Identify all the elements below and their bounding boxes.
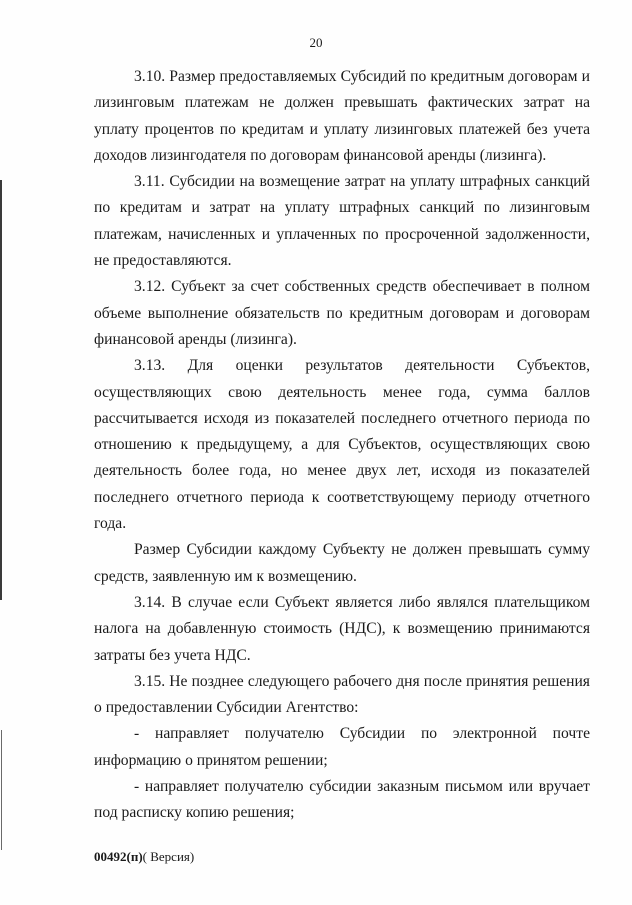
page-number: 20: [309, 35, 323, 50]
list-item-registered-letter: - направляет получателю субсидии заказным письмом или вручает под расписку копию решения;: [94, 778, 590, 822]
paragraph-3-12: 3.12. Субъект за счет собственных средств обеспечивает в полном объеме выполнение обязательств по кредитным договорам и договорам финансовой аренды (лизинга).: [94, 278, 590, 348]
list-item-email-notice: - направляет получателю Субсидии по электронной почте информацию о принятом решении;: [94, 725, 590, 769]
paragraph-3-14: 3.14. В случае если Субъект является либо являлся плательщиком налога на добавленную стоимость (НДС), к возмещению принимаются затраты без учета НДС.: [94, 593, 590, 664]
paragraph-3-15: 3.15. Не позднее следующего рабочего дня после принятия решения о предоставлении Субсидии Агентство:: [94, 672, 590, 717]
document-footer: [94, 849, 194, 865]
scan-edge-mark-lower: [1, 730, 2, 850]
paragraph-subsidy-amount: Размер Субсидии каждому Субъекту не должен превышать сумму средств, заявленную им к возмещению.: [94, 541, 590, 585]
document-code: 00492(п): [94, 849, 143, 864]
scan-edge-mark: [0, 180, 2, 600]
paragraph-3-10: 3.10. Размер предоставляемых Субсидий по кредитным договорам и лизинговым платежам не должен превышать фактических затрат на уплату процентов по кредитам и уплату лизинговых платежей без учета доходов лизингодателя по договорам финансовой аренды (лизинга).: [94, 68, 590, 164]
paragraph-3-13: 3.13. Для оценки результатов деятельности Субъектов, осуществляющих свою деятельность менее года, сумма баллов рассчитывается исходя из показателей последнего отчетного периода по отношению к предыдущему, а для Субъектов, осуществляющих свою деятельность более года, но менее двух лет, исходя из показателей последнего отчетного периода к соответствующему периоду отчетного года.: [94, 357, 590, 533]
paragraph-3-11: 3.11. Субсидии на возмещение затрат на уплату штрафных санкций по кредитам и затрат на уплату штрафных санкций по лизинговым платежам, начисленных и уплаченных по просроченной задолженности, не предоставляются.: [94, 173, 590, 270]
document-body: [94, 64, 590, 827]
document-version: ( Версия): [142, 849, 195, 864]
